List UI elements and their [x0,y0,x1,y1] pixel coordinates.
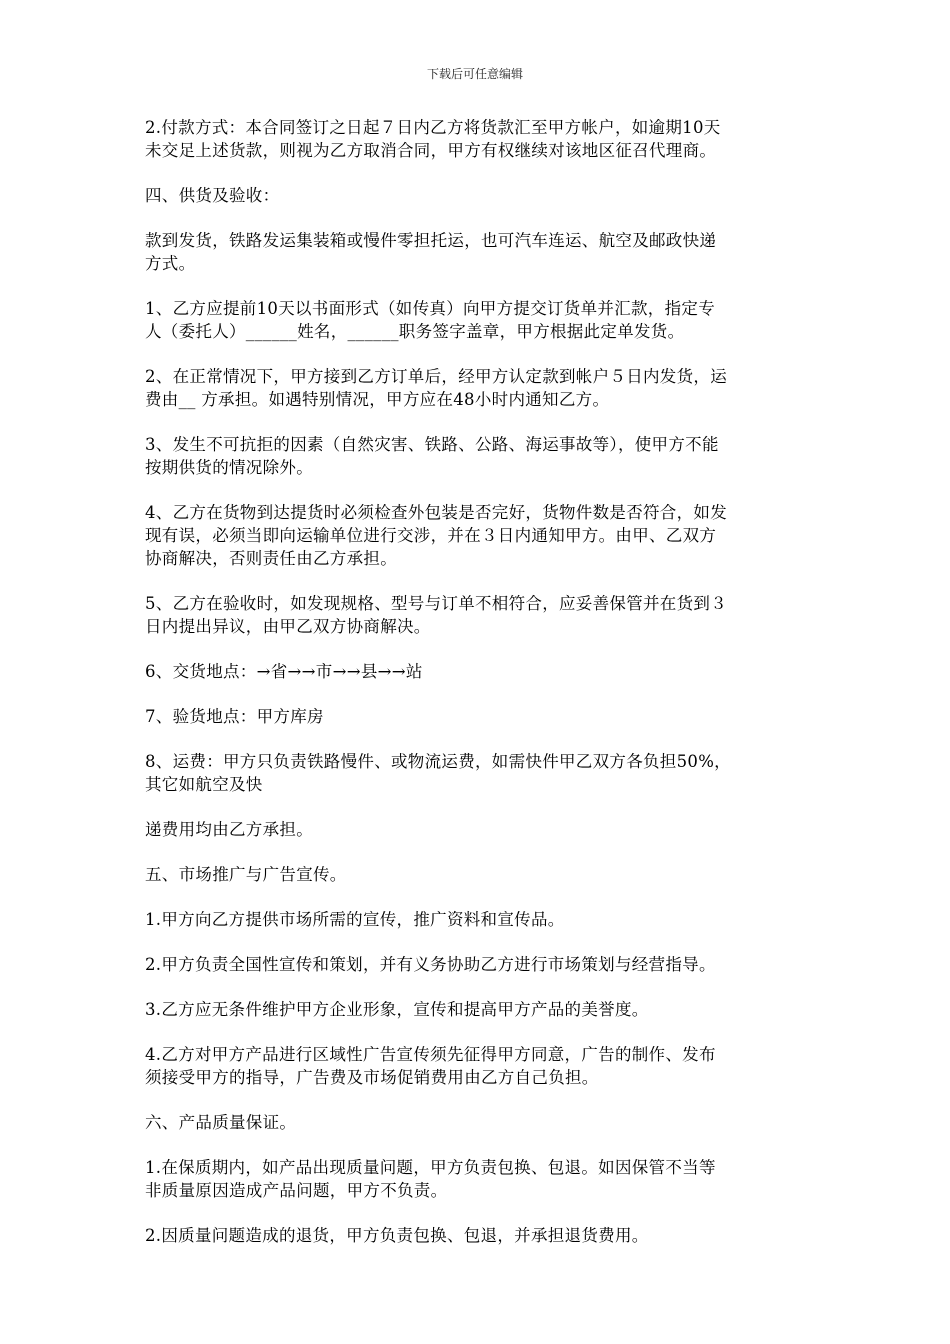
text-line: 1、乙方应提前10天以书面形式（如传真）向甲方提交订货单并汇款，指定专 [145,299,715,318]
text-line: 协商解决，否则责任由乙方承担。 [145,549,397,568]
text-line: 3.乙方应无条件维护甲方企业形象，宣传和提高甲方产品的美誉度。 [145,1000,649,1019]
paragraph [145,750,810,796]
document-body [145,116,810,1269]
text-line: 方式。 [145,254,196,273]
paragraph [145,116,810,162]
paragraph [145,660,810,683]
paragraph [145,229,810,275]
text-line: 8、运费：甲方只负责铁路慢件、或物流运费，如需快件甲乙双方各负担50%， [145,752,731,771]
paragraph [145,998,810,1021]
text-line: 1.在保质期内，如产品出现质量问题，甲方负责包换、包退。如因保管不当等 [145,1158,716,1177]
text-line: 4、乙方在货物到达提货时必须检查外包装是否完好，货物件数是否符合，如发 [145,503,727,522]
text-line: 五、市场推广与广告宣传。 [145,865,347,884]
text-line: 5、乙方在验收时，如发现规格、型号与订单不相符合，应妥善保管并在货到３ [145,594,727,613]
text-line: 1.甲方向乙方提供市场所需的宣传，推广资料和宣传品。 [145,910,565,929]
paragraph [145,1156,810,1202]
paragraph [145,184,810,207]
text-line: 四、供货及验收： [145,186,280,205]
paragraph [145,297,810,343]
text-line: 须接受甲方的指导，广告费及市场促销费用由乙方自己负担。 [145,1068,599,1087]
text-line: 6、交货地点：→省→→市→→县→→站 [145,662,423,681]
paragraph [145,863,810,886]
text-line: 六、产品质量保证。 [145,1113,297,1132]
paragraph [145,1224,810,1247]
text-line: 4.乙方对甲方产品进行区域性广告宣传须先征得甲方同意，广告的制作、发布 [145,1045,716,1064]
paragraph [145,705,810,728]
text-line: 非质量原因造成产品问题，甲方不负责。 [145,1181,448,1200]
paragraph [145,1111,810,1134]
text-line: 按期供货的情况除外。 [145,458,313,477]
text-line: 2.因质量问题造成的退货，甲方负责包换、包退，并承担退货费用。 [145,1226,649,1245]
text-line: 7、验货地点：甲方库房 [145,707,324,726]
page-header: 下载后可任意编辑 [426,67,523,81]
text-line: 2.付款方式：本合同签订之日起７日内乙方将货款汇至甲方帐户，如逾期10天 [145,118,721,137]
paragraph [145,1043,810,1089]
text-line: 3、发生不可抗拒的因素（自然灾害、铁路、公路、海运事故等），使甲方不能 [145,435,719,454]
paragraph [145,592,810,638]
text-line: 2、在正常情况下，甲方接到乙方订单后，经甲方认定款到帐户５日内发货，运 [145,367,727,386]
paragraph [145,365,810,411]
paragraph [145,818,810,841]
text-line: 费由__ 方承担。如遇特别情况，甲方应在48小时内通知乙方。 [145,390,610,409]
text-line: 现有误，必须当即向运输单位进行交涉，并在３日内通知甲方。由甲、乙双方 [145,526,717,545]
paragraph [145,433,810,479]
text-line: 款到发货，铁路发运集装箱或慢件零担托运，也可汽车连运、航空及邮政快递 [145,231,717,250]
paragraph [145,953,810,976]
text-line: 其它如航空及快 [145,775,263,794]
text-line: 人（委托人）______姓名，______职务签字盖章，甲方根据此定单发货。 [145,322,685,341]
text-line: 递费用均由乙方承担。 [145,820,313,839]
text-line: 2.甲方负责全国性宣传和策划，并有义务协助乙方进行市场策划与经营指导。 [145,955,716,974]
paragraph [145,501,810,570]
paragraph [145,908,810,931]
text-line: 未交足上述货款，则视为乙方取消合同，甲方有权继续对该地区征召代理商。 [145,141,717,160]
text-line: 日内提出异议，由甲乙双方协商解决。 [145,617,431,636]
